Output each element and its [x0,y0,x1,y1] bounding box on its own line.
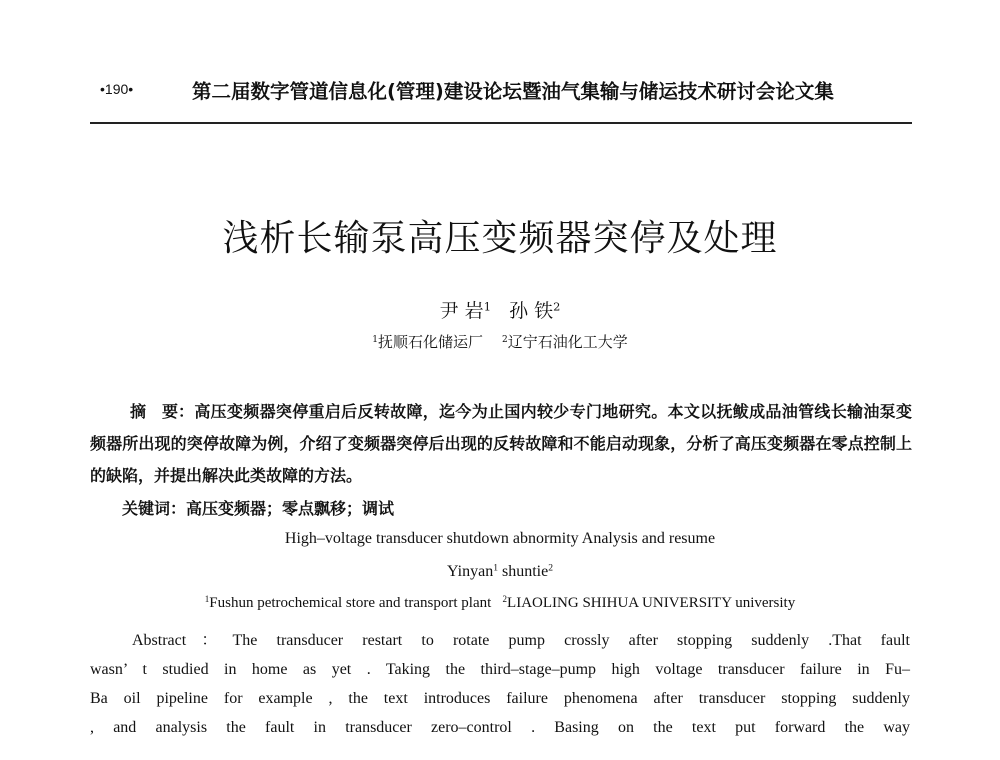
abstract-english [90,626,910,742]
authors [0,296,1000,323]
english-affiliation-name: LIAOLING SHIHUA UNIVERSITY university [507,595,796,611]
english-author-name: Yinyan [446,563,494,580]
paper-title: 浅析长输泵高压变频器突停及处理 [222,218,778,259]
english-authors [0,563,1000,581]
page-number: •190• [100,81,134,97]
english-affiliation-sup: 1 [204,594,210,605]
english-author-sup: 1 [493,562,498,574]
english-author-name: shuntie [502,563,549,580]
affiliation-sup: 1 [372,335,378,346]
affiliation-name: 辽宁石油化工大学 [507,333,628,351]
affiliations [0,331,1000,352]
author-name: 孙 铁 [509,300,554,322]
english-affiliation-name: Fushun petrochemical store and transport plant [209,595,492,611]
english-title: High–voltage transducer shutdown abnormity Analysis and resume [284,530,716,547]
abstract-line: 高压变频器突停重启后反转故障，迄今为止国内较少专门地研究。本文以抚鲅成品油管 [194,402,815,421]
abstract-label: 摘 要： [130,402,195,421]
abstract-english-line: , and analysis the fault in transducer zero–control . Basing on the text put forward the way [90,719,910,736]
header-rule [90,122,912,124]
author-name: 尹 岩 [439,300,484,322]
running-head: 第二届数字管道信息化(管理)建设论坛暨油气集输与储运技术研讨会论文集 [192,80,834,103]
affiliation-sup: 2 [502,335,508,346]
english-affiliations [0,595,1000,612]
abstract-english-line: Abstract：The transducer restart to rotate pump crossly after stopping suddenly .That fault [132,632,910,649]
keywords-label: 关键词： [122,499,187,518]
keywords-text: 高压变频器；零点飘移；调试 [186,499,395,518]
abstract-english-line: Ba oil pipeline for example , the text introduces failure phenomena after transducer stopping suddenly [90,690,910,707]
keywords [122,496,394,519]
english-author-sup: 2 [548,562,554,574]
author-sup: 2 [553,299,561,314]
affiliation-name: 抚顺石化储运厂 [377,333,483,351]
abstract-line: 析了高压变频器在零点控制上的缺陷，并提出解决此类故障的方法。 [90,434,912,485]
abstract-english-line: wasn’ t studied in home as yet . Taking the third–stage–pump high voltage transducer failure in Fu– [90,661,910,678]
abstract-chinese [90,396,912,492]
abstract-line: 线长输油泵变频器所出现的突停故障为例，介绍了变频器突停后出现的反转故障和不能启动现象，分 [90,402,912,453]
english-affiliation-sup: 2 [502,594,508,605]
author-sup: 1 [483,299,491,314]
